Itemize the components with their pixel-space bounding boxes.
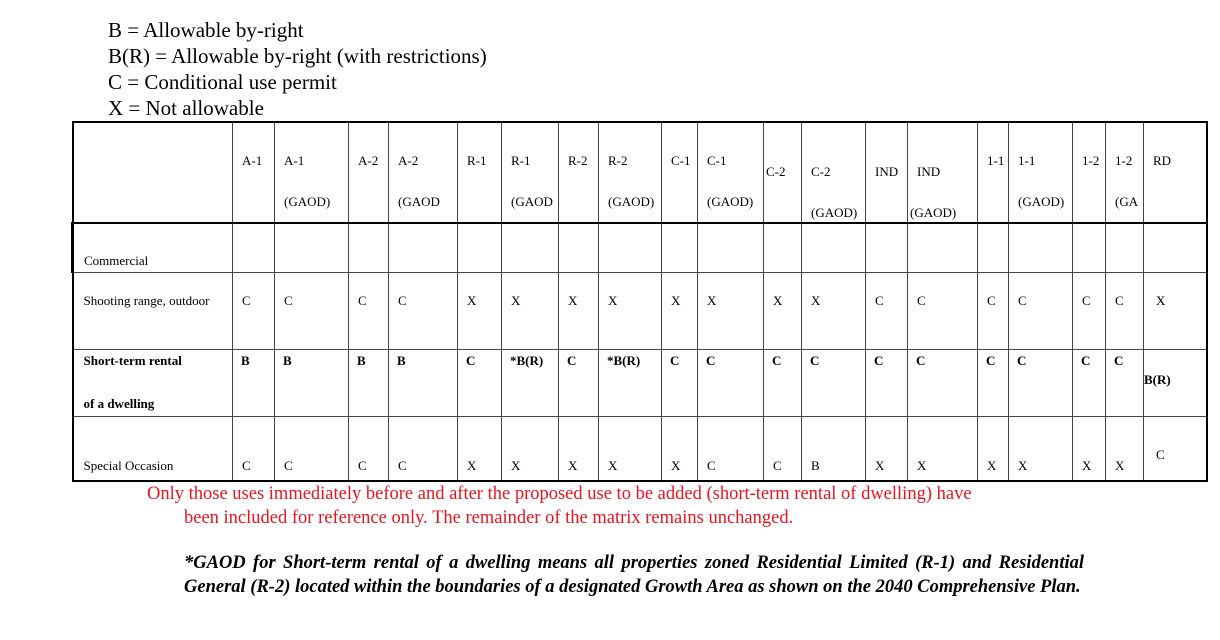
cell-value: C: [707, 458, 716, 473]
empty-cell: [662, 223, 698, 273]
column-code: A-2: [398, 153, 419, 168]
header-blank-cell: [73, 122, 233, 223]
cell-value: B: [357, 353, 366, 368]
matrix-cell: [764, 350, 802, 417]
column-header: [458, 122, 502, 223]
empty-cell: [275, 223, 349, 273]
cell-value: X: [1115, 458, 1125, 473]
legend: [108, 17, 487, 121]
cell-value: X: [707, 293, 717, 308]
empty-cell: [349, 223, 389, 273]
matrix-cell: [275, 273, 349, 350]
column-code: R-2: [568, 153, 588, 168]
column-code: A-2: [358, 153, 379, 168]
matrix-cell: [458, 273, 502, 350]
cell-value: X: [467, 293, 477, 308]
column-overlay: (GAOD): [811, 205, 858, 220]
cell-value: C: [1081, 353, 1091, 368]
empty-cell: [802, 223, 866, 273]
cell-value: X: [875, 458, 885, 473]
row-label: Shooting range, outdoor: [83, 293, 210, 308]
cell-value: C: [284, 293, 293, 308]
matrix-cell: [233, 273, 275, 350]
cell-value: B: [397, 353, 406, 368]
legend-line: C = Conditional use permit: [108, 70, 337, 94]
cell-value: B: [283, 353, 292, 368]
column-overlay: (GA: [1115, 194, 1139, 209]
cell-value: C: [670, 353, 680, 368]
column-code: R-2: [608, 153, 628, 168]
cell-value: C: [567, 353, 577, 368]
cell-value: X: [568, 293, 578, 308]
column-header: [1073, 122, 1106, 223]
cell-value: *B(R): [607, 353, 641, 368]
column-header: [662, 122, 698, 223]
cell-value: X: [511, 293, 521, 308]
cell-value: X: [671, 293, 681, 308]
matrix-cell: [1073, 350, 1106, 417]
matrix-cell: [908, 417, 978, 482]
matrix-cell: [866, 273, 908, 350]
cell-value: C: [242, 458, 251, 473]
column-code: C-2: [766, 164, 786, 179]
cell-value: C: [398, 293, 407, 308]
column-header: [349, 122, 389, 223]
reference-note: [147, 482, 1107, 530]
empty-cell: [1106, 223, 1144, 273]
column-header: [764, 122, 802, 223]
cell-value: X: [987, 458, 997, 473]
empty-cell: [599, 223, 662, 273]
matrix-cell: [1009, 350, 1073, 417]
column-code: R-1: [467, 153, 487, 168]
row-label: Short-term rental: [83, 353, 182, 368]
matrix-cell: [275, 417, 349, 482]
cell-value: X: [1156, 293, 1166, 308]
cell-value: B: [811, 458, 820, 473]
row-label: Special Occasion: [83, 458, 174, 473]
matrix-cell: [866, 350, 908, 417]
cell-value: C: [772, 353, 782, 368]
column-code: IND: [917, 164, 941, 179]
cell-value: C: [1018, 293, 1027, 308]
column-code: RD: [1153, 153, 1172, 168]
column-header: [233, 122, 275, 223]
column-header: [866, 122, 908, 223]
column-code: 1-1: [987, 153, 1005, 168]
matrix-cell: [908, 350, 978, 417]
matrix-cell: [559, 417, 599, 482]
matrix-cell: [559, 273, 599, 350]
empty-cell: [502, 223, 559, 273]
column-code: 1-1: [1018, 153, 1036, 168]
cell-value: C: [773, 458, 782, 473]
column-header: [559, 122, 599, 223]
cell-value: C: [242, 293, 251, 308]
reference-note-line: Only those uses immediately before and after the proposed use to be added (short-term rental of dwelling) have: [147, 484, 972, 504]
cell-value: X: [608, 458, 618, 473]
cell-value: C: [466, 353, 476, 368]
table-row: [73, 350, 1207, 417]
column-overlay: (GAOD: [398, 194, 440, 209]
empty-cell: [1009, 223, 1073, 273]
matrix-cell: [1144, 273, 1207, 350]
matrix-cell: [458, 417, 502, 482]
column-header: [978, 122, 1009, 223]
matrix-cell: [698, 350, 764, 417]
column-code: C-1: [707, 153, 727, 168]
cell-value: C: [358, 458, 367, 473]
matrix-cell: [1073, 273, 1106, 350]
column-header: [1106, 122, 1144, 223]
empty-cell: [458, 223, 502, 273]
column-header: [802, 122, 866, 223]
cell-value: B: [241, 353, 250, 368]
matrix-cell: [502, 350, 559, 417]
cell-value: C: [358, 293, 367, 308]
matrix-cell: [233, 417, 275, 482]
row-label-cell: [73, 350, 233, 417]
matrix-cell: [764, 417, 802, 482]
column-header: [908, 122, 978, 223]
cell-value: X: [608, 293, 618, 308]
section-label: Commercial: [84, 253, 149, 268]
matrix-cell: [502, 273, 559, 350]
empty-cell: [389, 223, 458, 273]
matrix-cell: [1144, 417, 1207, 482]
matrix-cell: [599, 350, 662, 417]
matrix-cell: [908, 273, 978, 350]
cell-value: *B(R): [510, 353, 544, 368]
table-row: [73, 417, 1207, 482]
table-row: [73, 273, 1207, 350]
empty-cell: [908, 223, 978, 273]
cell-value: X: [1018, 458, 1028, 473]
matrix-cell: [662, 417, 698, 482]
matrix-cell: [349, 417, 389, 482]
matrix-cell: [349, 273, 389, 350]
row-label-continued: of a dwelling: [83, 396, 155, 411]
cell-value: C: [810, 353, 820, 368]
cell-value: C: [1156, 447, 1165, 462]
cell-value: C: [1082, 293, 1091, 308]
matrix-cell: [1073, 417, 1106, 482]
legend-line: B(R) = Allowable by-right (with restrictions): [108, 44, 487, 68]
matrix-cell: [233, 350, 275, 417]
empty-cell: [233, 223, 275, 273]
matrix-cell: [1009, 417, 1073, 482]
column-overlay: (GAOD): [910, 205, 957, 220]
cell-value: C: [987, 293, 996, 308]
column-code: A-1: [242, 153, 263, 168]
matrix-cell: [559, 350, 599, 417]
matrix-cell: [1144, 350, 1207, 417]
column-overlay: (GAOD): [707, 194, 754, 209]
column-code: 1-2: [1115, 153, 1133, 168]
legend-line: B = Allowable by-right: [108, 18, 304, 42]
cell-value: X: [917, 458, 927, 473]
column-code: A-1: [284, 153, 305, 168]
matrix-cell: [662, 350, 698, 417]
matrix-cell: [1009, 273, 1073, 350]
matrix-cell: [802, 273, 866, 350]
matrix-cell: [1106, 350, 1144, 417]
cell-value: C: [1114, 353, 1124, 368]
matrix-cell: [866, 417, 908, 482]
matrix-cell: [978, 273, 1009, 350]
matrix-cell: [458, 350, 502, 417]
empty-cell: [1144, 223, 1207, 273]
matrix-cell: [802, 350, 866, 417]
empty-cell: [1073, 223, 1106, 273]
reference-note-line: been included for reference only. The remainder of the matrix remains unchanged.: [184, 508, 794, 528]
cell-value: C: [875, 293, 884, 308]
matrix-cell: [389, 350, 458, 417]
column-header: [275, 122, 349, 223]
column-overlay: (GAOD): [1018, 194, 1065, 209]
column-header: [698, 122, 764, 223]
empty-cell: [866, 223, 908, 273]
cell-value: C: [916, 353, 926, 368]
column-header: [389, 122, 458, 223]
matrix-cell: [698, 273, 764, 350]
cell-value: X: [568, 458, 578, 473]
matrix-cell: [978, 350, 1009, 417]
cell-value: X: [671, 458, 681, 473]
gaod-footnote: *GAOD for Short-term rental of a dwelling means all properties zoned Residential Limited (R-1) and Residential General (R-2) located within the boundaries of a designated Growth Area as shown on the 2040 Comprehensive Plan.: [184, 553, 1084, 597]
empty-cell: [764, 223, 802, 273]
empty-cell: [559, 223, 599, 273]
use-matrix-table: [71, 121, 1208, 482]
matrix-cell: [698, 417, 764, 482]
column-code: IND: [875, 164, 899, 179]
column-header: [1009, 122, 1073, 223]
row-label-cell: [73, 273, 233, 350]
matrix-cell: [275, 350, 349, 417]
cell-value: X: [1082, 458, 1092, 473]
cell-value: C: [1017, 353, 1027, 368]
cell-value: C: [917, 293, 926, 308]
legend-line: X = Not allowable: [108, 96, 264, 120]
row-label-cell: [73, 417, 233, 482]
cell-value: C: [284, 458, 293, 473]
cell-value: X: [511, 458, 521, 473]
matrix-cell: [764, 273, 802, 350]
matrix-cell: [389, 417, 458, 482]
column-code: R-1: [511, 153, 531, 168]
cell-value: X: [467, 458, 477, 473]
matrix-cell: [599, 273, 662, 350]
empty-cell: [698, 223, 764, 273]
matrix-cell: [1106, 417, 1144, 482]
matrix-cell: [349, 350, 389, 417]
matrix-cell: [978, 417, 1009, 482]
column-code: 1-2: [1082, 153, 1100, 168]
column-overlay: (GAOD): [284, 194, 331, 209]
column-overlay: (GAOD: [511, 194, 553, 209]
matrix-cell: [802, 417, 866, 482]
matrix-cell: [1106, 273, 1144, 350]
cell-value: X: [773, 293, 783, 308]
column-overlay: (GAOD): [608, 194, 655, 209]
cell-value: C: [398, 458, 407, 473]
matrix-cell: [662, 273, 698, 350]
matrix-cell: [599, 417, 662, 482]
column-header: [502, 122, 559, 223]
column-code: C-1: [671, 153, 691, 168]
matrix-cell: [502, 417, 559, 482]
column-header: [1144, 122, 1207, 223]
column-code: C-2: [811, 164, 831, 179]
cell-value: B(R): [1144, 372, 1171, 387]
cell-value: C: [1115, 293, 1124, 308]
matrix-cell: [389, 273, 458, 350]
empty-cell: [978, 223, 1009, 273]
cell-value: C: [706, 353, 716, 368]
cell-value: C: [986, 353, 996, 368]
cell-value: X: [811, 293, 821, 308]
column-header: [599, 122, 662, 223]
cell-value: C: [874, 353, 884, 368]
section-cell: [73, 223, 233, 273]
